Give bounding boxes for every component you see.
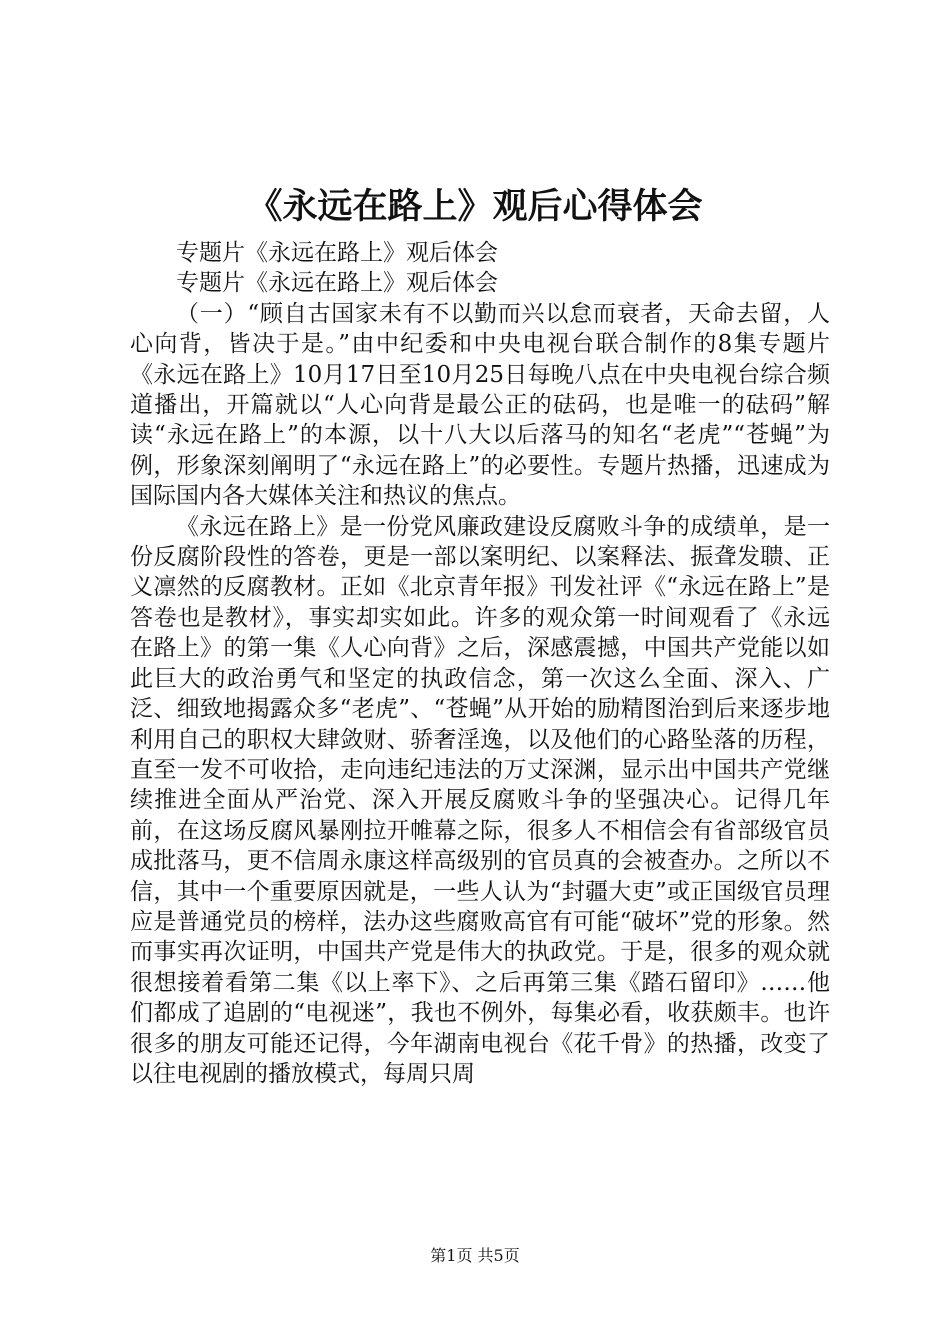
document-body [130, 238, 830, 1089]
subtitle-line-2: 专题片《永远在路上》观后体会 [176, 270, 498, 297]
document-title: 《永远在路上》观后心得体会 [247, 186, 703, 227]
paragraph-1: （一）“顾自古国家未有不以勤而兴以怠而衰者，天命去留，人心向背，皆决于是。”由中纪委和中央电视台联合制作的8集专题片《永远在路上》10月17日至10月25日每晚八点在中央电视台综合频道播出，开篇就以“人心向背是最公正的砝码，也是唯一的砝码”解读“永远在路上”的本源，以十八大以后落马的知名“老虎”“苍蝇”为例，形象深刻阐明了“永远在路上”的必要性。专题片热播，迅速成为国际国内各大媒体关注和热议的焦点。 [130, 300, 830, 510]
subtitle-line-1: 专题片《永远在路上》观后体会 [176, 240, 498, 266]
paragraph-2: 《永远在路上》是一份党风廉政建设反腐败斗争的成绩单，是一份反腐阶段性的答卷，更是一部以案明纪、以案释法、振聋发聩、正义凛然的反腐教材。正如《北京青年报》刊发社评《“永远在路上”是答卷也是教材》，事实却实如此。许多的观众第一时间观看了《永远在路上》的第一集《人心向背》之后，深感震撼，中国共产党能以如此巨大的政治勇气和坚定的执政信念，第一次这么全面、深入、广泛、细致地揭露众多“老虎”、“苍蝇”从开始的励精图治到后来逐步地利用自己的职权大肆敛财、骄奢淫逸，以及他们的心路坠落的历程，直至一发不可收拾，走向违纪违法的万丈深渊，显示出中国共产党继续推进全面从严治党、深入开展反腐败斗争的坚强决心。记得几年前，在这场反腐风暴刚拉开帷幕之际，很多人不相信会有省部级官员成批落马，更不信周永康这样高级别的官员真的会被查办。之所以不信，其中一个重要原因就是，一些人认为“封疆大吏”或正国级官员理应是普通党员的榜样，法办这些腐败高官有可能“破坏”党的形象。然而事实再次证明，中国共产党是伟大的执政党。于是，很多的观众就很想接着看第二集《以上率下》、之后再第三集《踏石留印》……他们都成了追剧的“电视迷”，我也不例外，每集必看，收获颇丰。也许很多的朋友可能还记得，今年湖南电视台《花千骨》的热播，改变了以往电视剧的播放模式，每周只周 [130, 513, 830, 1087]
page-footer: 第1页 共5页 [430, 1246, 520, 1265]
